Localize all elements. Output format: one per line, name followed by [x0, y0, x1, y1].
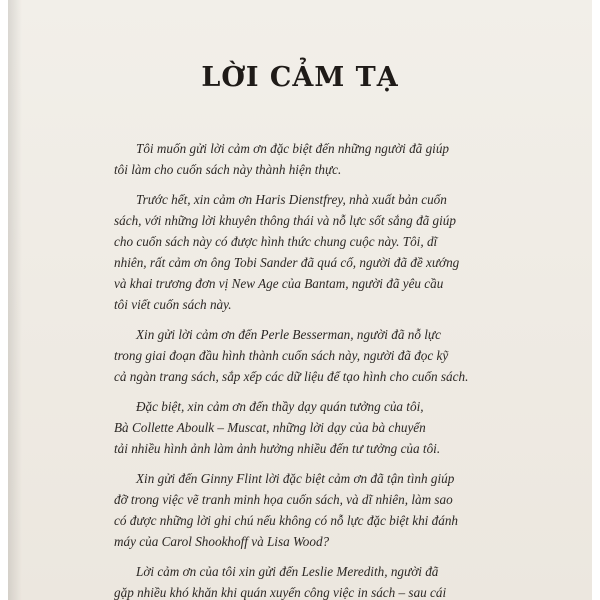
acknowledgements-body: [114, 138, 538, 600]
text-line: có được những lời ghi chú nếu không có nỗ lực đặc biệt khi đánh: [114, 513, 459, 528]
book-page: [8, 0, 592, 600]
text-line: Bà Collette Aboulk – Muscat, những lời dạy của bà chuyển: [114, 420, 426, 435]
text-line: gặp nhiều khó khăn khi quán xuyến công việc in sách – sau cái: [114, 585, 447, 600]
text-line: Trước hết, xin cảm ơn Haris Dienstfrey, nhà xuất bản cuốn: [136, 192, 447, 207]
text-line: và khai trương đơn vị New Age của Bantam, người đã yêu cầu: [114, 276, 444, 291]
text-line: sách, với những lời khuyên thông thái và nỗ lực sốt sắng đã giúp: [114, 213, 456, 228]
text-line: cho cuốn sách này có được hình thức chung cuộc này. Tôi, dĩ: [114, 234, 438, 249]
text-line: Xin gửi đến Ginny Flint lời đặc biệt cảm ơn đã tận tình giúp: [136, 471, 455, 486]
paragraph: [114, 324, 538, 387]
paragraph: [114, 396, 538, 459]
text-line: cả ngàn trang sách, sắp xếp các dữ liệu để tạo hình cho cuốn sách.: [114, 369, 469, 384]
text-line: tôi viết cuốn sách này.: [114, 297, 232, 312]
paragraph: [114, 468, 538, 552]
text-line: trong giai đoạn đầu hình thành cuốn sách này, người đã đọc kỹ: [114, 348, 449, 363]
text-line: tôi làm cho cuốn sách này thành hiện thực.: [114, 162, 342, 177]
text-line: Đặc biệt, xin cảm ơn đến thầy dạy quán tưởng của tôi,: [136, 399, 424, 414]
page-title: LỜI CẢM TẠ: [201, 62, 399, 93]
text-line: Lời cảm ơn của tôi xin gửi đến Leslie Meredith, người đã: [136, 564, 439, 579]
text-line: đỡ trong việc vẽ tranh minh họa cuốn sách, và dĩ nhiên, làm sao: [114, 492, 453, 507]
paragraph: [114, 189, 538, 315]
text-line: Tôi muốn gửi lời cảm ơn đặc biệt đến những người đã giúp: [136, 141, 450, 156]
text-line: tải nhiều hình ảnh làm ảnh hưởng nhiều đến tư tưởng của tôi.: [114, 441, 441, 456]
text-line: Xin gửi lời cảm ơn đến Perle Besserman, người đã nỗ lực: [136, 327, 441, 342]
text-line: máy của Carol Shookhoff và Lisa Wood?: [114, 534, 330, 549]
text-line: nhiên, rất cảm ơn ông Tobi Sander đã quá cố, người đã đề xướng: [114, 255, 460, 270]
paragraph: [114, 561, 538, 600]
paragraph: [114, 138, 538, 180]
